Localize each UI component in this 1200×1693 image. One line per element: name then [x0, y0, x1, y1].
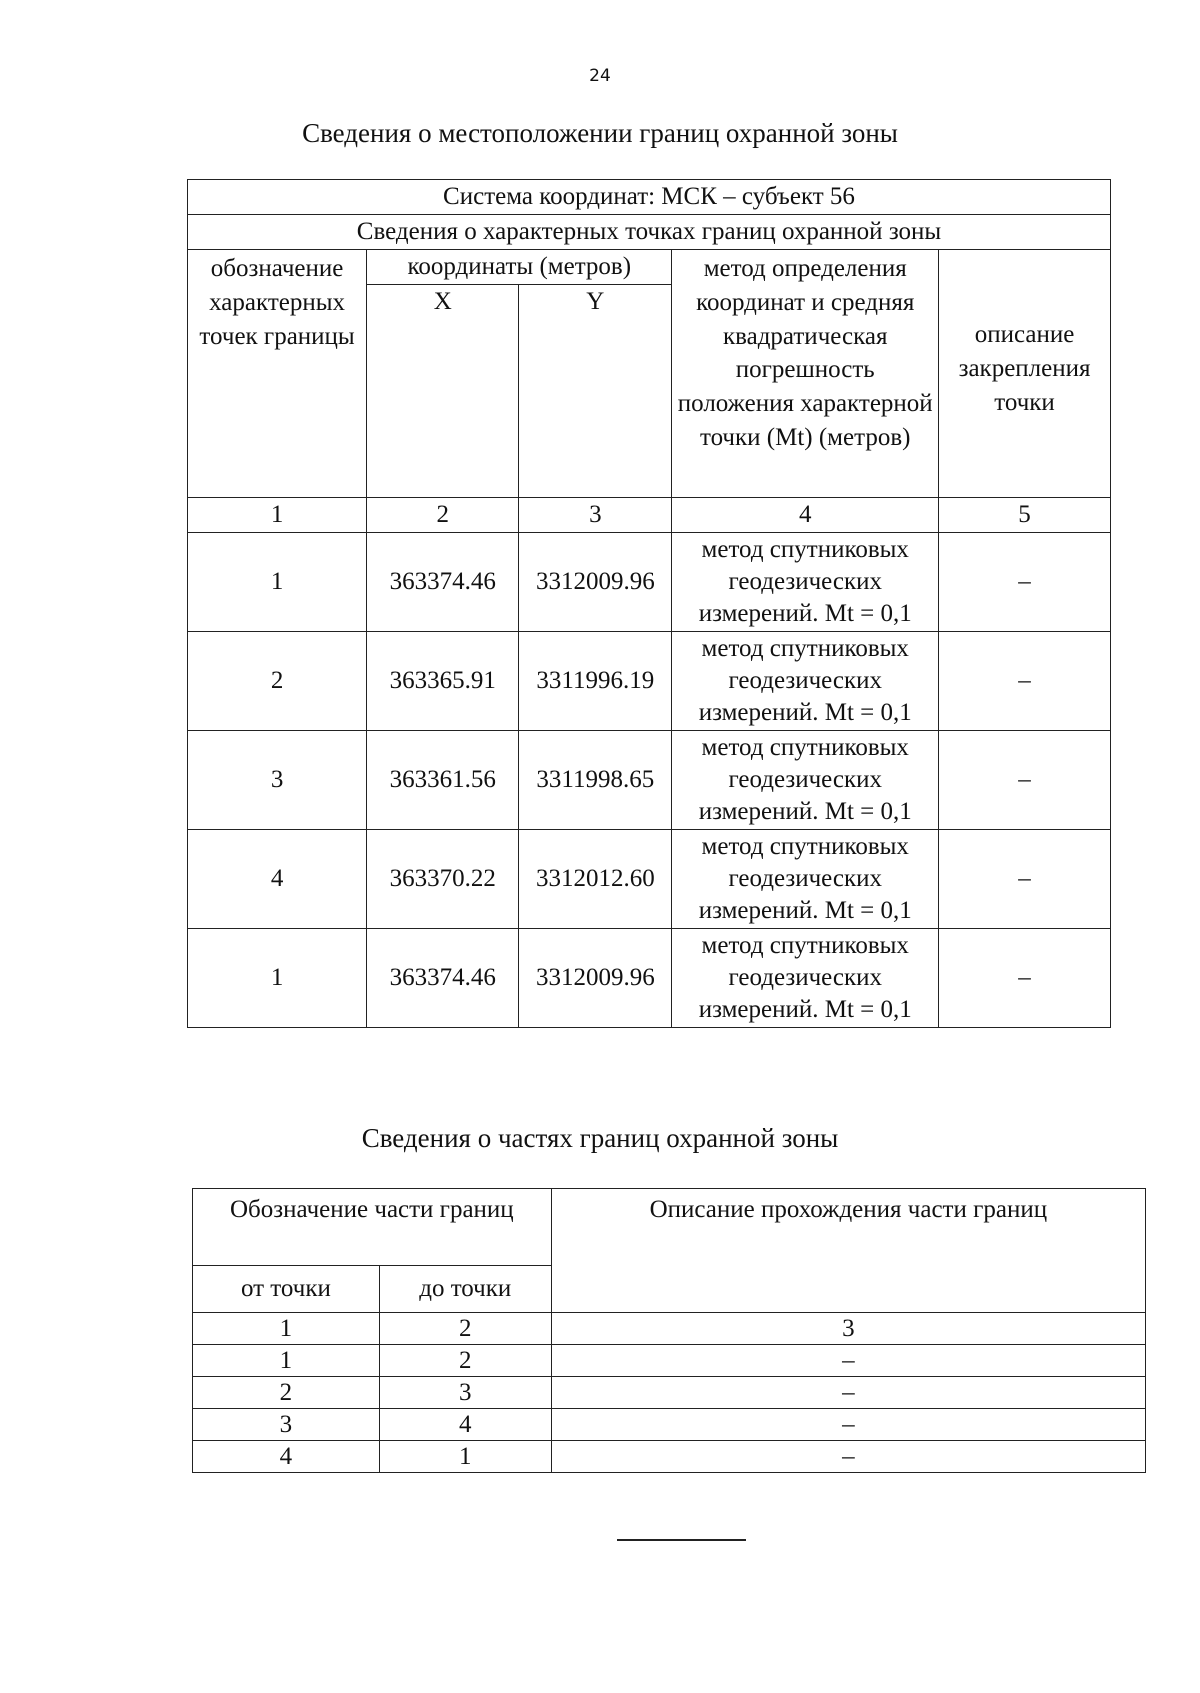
table-row — [188, 829, 1111, 928]
table-row — [188, 631, 1111, 730]
header-designation: обозначение характерных точек границы — [188, 250, 367, 498]
header-row — [193, 1189, 1146, 1266]
method-text: метод спутниковых геодезических измерений. Mt = 0,1 — [672, 730, 939, 829]
point-id: 1 — [188, 532, 367, 631]
coord-x: 363374.46 — [367, 928, 519, 1027]
coord-y: 3312009.96 — [519, 928, 672, 1027]
column-number: 5 — [939, 497, 1111, 532]
table-row — [193, 1409, 1146, 1441]
coord-x: 363374.46 — [367, 532, 519, 631]
from-point: 1 — [193, 1345, 380, 1377]
part-description: – — [551, 1441, 1145, 1473]
from-point: 2 — [193, 1377, 380, 1409]
table-row — [193, 1345, 1146, 1377]
section-title-parts: Сведения о частях границ охранной зоны — [361, 1123, 839, 1153]
coord-x: 363370.22 — [367, 829, 519, 928]
boundary-points-table — [187, 179, 1111, 1028]
table-subtitle: Сведения о характерных точках границ охранной зоны — [188, 215, 1111, 250]
fixing-description: – — [939, 829, 1111, 928]
header-part-designation: Обозначение части границ — [193, 1189, 552, 1266]
point-id: 1 — [188, 928, 367, 1027]
column-number: 1 — [193, 1313, 380, 1345]
coord-x: 363361.56 — [367, 730, 519, 829]
header-coordinates: координаты (метров) — [367, 250, 672, 285]
method-text: метод спутниковых геодезических измерений. Mt = 0,1 — [672, 829, 939, 928]
fixing-description: – — [939, 631, 1111, 730]
to-point: 3 — [379, 1377, 551, 1409]
fixing-description: – — [939, 730, 1111, 829]
to-point: 2 — [379, 1345, 551, 1377]
subtitle-row — [188, 215, 1111, 250]
column-number-row — [188, 497, 1111, 532]
table-row — [188, 532, 1111, 631]
column-number: 1 — [188, 497, 367, 532]
table-row — [193, 1441, 1146, 1473]
to-point: 4 — [379, 1409, 551, 1441]
coord-y: 3311996.19 — [519, 631, 672, 730]
column-number-row — [193, 1313, 1146, 1345]
method-text: метод спутниковых геодезических измерений. Mt = 0,1 — [672, 928, 939, 1027]
coord-system-row — [188, 180, 1111, 215]
table-row — [188, 928, 1111, 1027]
method-text: метод спутниковых геодезических измерений. Mt = 0,1 — [672, 631, 939, 730]
header-part-description: Описание прохождения части границ — [551, 1189, 1145, 1313]
from-point: 4 — [193, 1441, 380, 1473]
fixing-description: – — [939, 928, 1111, 1027]
point-id: 4 — [188, 829, 367, 928]
point-id: 3 — [188, 730, 367, 829]
table-row — [193, 1377, 1146, 1409]
part-description: – — [551, 1345, 1145, 1377]
header-description: описание закрепления точки — [939, 250, 1111, 498]
to-point: 1 — [379, 1441, 551, 1473]
part-description: – — [551, 1377, 1145, 1409]
column-number: 3 — [519, 497, 672, 532]
coord-y: 3312009.96 — [519, 532, 672, 631]
header-x: X — [367, 284, 519, 497]
coord-y: 3311998.65 — [519, 730, 672, 829]
coord-system-label: Система координат: МСК – субъект 56 — [188, 180, 1111, 215]
header-method: метод определения координат и средняя квадратическая погрешность положения характерной точки (Mt) (метров) — [672, 250, 939, 498]
column-number: 3 — [551, 1313, 1145, 1345]
boundary-parts-table — [192, 1188, 1146, 1473]
column-number: 4 — [672, 497, 939, 532]
header-y: Y — [519, 284, 672, 497]
from-point: 3 — [193, 1409, 380, 1441]
point-id: 2 — [188, 631, 367, 730]
section-title-boundaries: Сведения о местоположении границ охранной зоны — [302, 118, 898, 148]
page-number: 24 — [589, 66, 611, 86]
column-number: 2 — [367, 497, 519, 532]
fixing-description: – — [939, 532, 1111, 631]
end-of-document-line — [617, 1539, 746, 1541]
coord-x: 363365.91 — [367, 631, 519, 730]
header-from-point: от точки — [193, 1266, 380, 1313]
part-description: – — [551, 1409, 1145, 1441]
table-row — [188, 730, 1111, 829]
header-row — [188, 250, 1111, 285]
method-text: метод спутниковых геодезических измерений. Mt = 0,1 — [672, 532, 939, 631]
coord-y: 3312012.60 — [519, 829, 672, 928]
header-to-point: до точки — [379, 1266, 551, 1313]
column-number: 2 — [379, 1313, 551, 1345]
